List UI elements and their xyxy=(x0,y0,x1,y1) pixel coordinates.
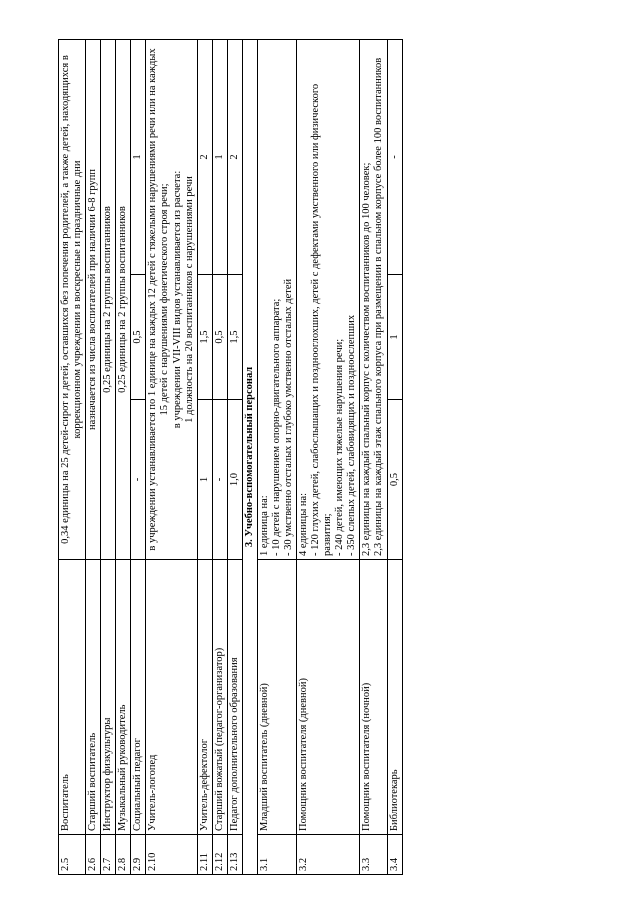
row-number: 3.2 xyxy=(297,835,360,875)
row-number: 3.4 xyxy=(387,835,402,875)
norm-text: 1 единица на: - 10 детей с нарушением опорно-двигательного аппарата; - 30 умственно отсталых и глубоко умственно отсталых детей xyxy=(257,39,296,559)
norm-text: 2,3 единицы на каждый спальный корпус с количеством воспитанников до 100 человек; 2,3 единицы на каждый этаж спального корпуса при размещении в спальном корпусе более 100 воспитанников xyxy=(360,39,387,559)
norm-value-c: 2 xyxy=(227,39,242,274)
norm-value-b: 1,5 xyxy=(227,275,242,400)
norm-value-b: 1 xyxy=(387,275,402,400)
norm-text: назначается из числа воспитателей при наличии 6-8 групп xyxy=(86,39,101,559)
position-name: Воспитатель xyxy=(59,560,86,835)
table-row xyxy=(59,39,86,874)
position-name: Социальный педагог xyxy=(131,560,146,835)
position-name: Библиотекарь xyxy=(387,560,402,835)
row-number: 2.9 xyxy=(131,835,146,875)
norm-text: 0,25 единицы на 2 группы воспитанников xyxy=(101,39,116,559)
row-number: 3.3 xyxy=(360,835,387,875)
table-row xyxy=(146,39,197,874)
norm-value-b: 0,5 xyxy=(212,275,227,400)
row-number: 2.11 xyxy=(197,835,212,875)
norm-text: 0,25 единицы на 2 группы воспитанников xyxy=(116,39,131,559)
row-number: 2.13 xyxy=(227,835,242,875)
position-name: Учитель-логопед xyxy=(146,560,197,835)
row-number: 2.10 xyxy=(146,835,197,875)
table-row xyxy=(212,39,227,874)
table-row xyxy=(131,39,146,874)
row-number: 2.6 xyxy=(86,835,101,875)
table-row xyxy=(387,39,402,874)
norm-value-a: - xyxy=(131,400,146,560)
row-number: 2.12 xyxy=(212,835,227,875)
norm-value-c: 1 xyxy=(212,39,227,274)
norm-value-a: 1,0 xyxy=(227,400,242,560)
position-name: Помощник воспитателя (ночной) xyxy=(360,560,387,835)
table-row xyxy=(297,39,360,874)
norm-value-a: 1 xyxy=(197,400,212,560)
position-name: Инструктор физкультуры xyxy=(101,560,116,835)
table-row xyxy=(360,39,387,874)
norm-value-b: 1,5 xyxy=(197,275,212,400)
row-number: 2.7 xyxy=(101,835,116,875)
position-name: Помощник воспитателя (дневной) xyxy=(297,560,360,835)
norm-value-b: 0,5 xyxy=(131,275,146,400)
position-name: Младший воспитатель (дневной) xyxy=(257,560,296,835)
staff-norms-table xyxy=(58,39,403,875)
position-name: Музыкальный руководитель xyxy=(116,560,131,835)
table-row xyxy=(101,39,116,874)
table-row xyxy=(197,39,212,874)
norm-text: в учреждении устанавливается по 1 единице на каждых 12 детей с тяжелыми нарушениями речи или на каждых 15 детей с нарушениями фонетического строя речи; в учреждении VII-VIII видов устанавливается из расчета: 1 должность на 20 воспитанников с нарушениями речи xyxy=(146,39,197,559)
position-name: Старший воспитатель xyxy=(86,560,101,835)
position-name: Учитель-дефектолог xyxy=(197,560,212,835)
table-body-section xyxy=(242,39,257,874)
row-number: 3.1 xyxy=(257,835,296,875)
table-row xyxy=(257,39,296,874)
table-body-bottom xyxy=(257,39,402,874)
table-body-top xyxy=(59,39,243,874)
norm-text: 0,34 единицы на 25 детей-сирот и детей, оставшихся без попечения родителей, а также детей, находящихся в коррекционном учреждении в воскресные и праздничные дни xyxy=(59,39,86,559)
norm-value-c: 1 xyxy=(131,39,146,274)
row-number: 2.8 xyxy=(116,835,131,875)
norm-value-a: 0,5 xyxy=(387,400,402,560)
rotated-page xyxy=(58,40,578,875)
row-number: 2.5 xyxy=(59,835,86,875)
position-name: Педагог дополнительного образования xyxy=(227,560,242,835)
table-row xyxy=(227,39,242,874)
position-name: Старший вожатый (педагог-организатор) xyxy=(212,560,227,835)
section-header-row xyxy=(242,39,257,874)
norm-value-a: - xyxy=(212,400,227,560)
table-row xyxy=(116,39,131,874)
section-title: 3. Учебно-вспомогательный персонал xyxy=(242,39,257,874)
norm-value-c: - xyxy=(387,39,402,274)
table-row xyxy=(86,39,101,874)
norm-text: 4 единицы на: - 120 глухих детей, слабослышащих и позднооглохших, детей с дефектами умственного или физического развития; - 240 детей, имеющих тяжелые нарушения речи; - 350 слепых детей, слабовидящих и поздноослепших xyxy=(297,39,360,559)
norm-value-c: 2 xyxy=(197,39,212,274)
